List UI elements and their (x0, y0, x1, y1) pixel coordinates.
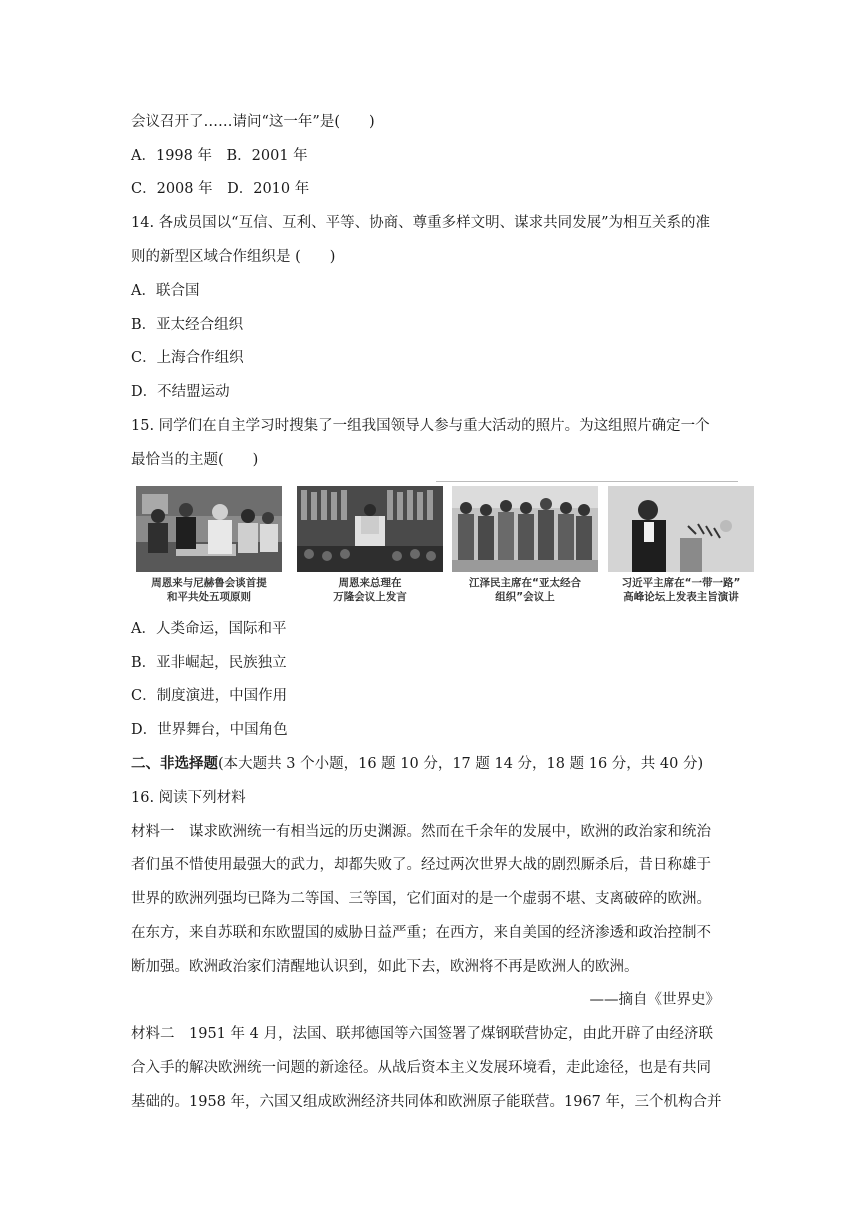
section2-title: 二、非选择题 (131, 755, 218, 772)
q16-material1-line5: 断加强。欧洲政治家们清醒地认识到，如此下去，欧洲将不再是欧洲人的欧洲。 (131, 959, 639, 975)
q15-photo-strip (134, 482, 739, 608)
q15-stem-line2: 最恰当的主题( ) (131, 452, 259, 468)
q14-option-d: D．不结盟运动 (131, 384, 230, 400)
q15-option-b: B．亚非崛起，民族独立 (131, 655, 287, 671)
q14-option-b: B．亚太经合组织 (131, 317, 244, 333)
q13-options-row2: C．2008 年 D．2010 年 (131, 181, 310, 197)
photo4-caption-line2: 高峰论坛上发表主旨演讲 (623, 591, 739, 603)
q16-material1-line1: 材料一 谋求欧洲统一有相当远的历史渊源。然而在千余年的发展中，欧洲的政治家和统治 (131, 824, 711, 840)
q13-options-row1: A．1998 年 B．2001 年 (131, 148, 308, 164)
q16-material1-line3: 世界的欧洲列强均已降为二等国、三等国，它们面对的是一个虚弱不堪、支离破碎的欧洲。 (131, 891, 711, 907)
q14-option-a: A．联合国 (131, 283, 200, 299)
q15-option-d: D．世界舞台，中国角色 (131, 722, 288, 738)
photo-zhou-nehru (136, 486, 282, 572)
photo-jiang-apec (452, 486, 598, 572)
photo2-caption-line2: 万隆会议上发言 (333, 591, 407, 603)
photo3-caption-line2: 组织”会议上 (495, 591, 555, 603)
q14-option-c: C．上海合作组织 (131, 350, 244, 366)
q16-material2-line2: 合入手的解决欧洲统一问题的新途径。从战后资本主义发展环境看，走此途径，也是有共同 (131, 1060, 711, 1076)
photo-zhou-bandung (297, 486, 443, 572)
q13-stem-continuation: 会议召开了……请问“这一年”是( ) (131, 114, 375, 130)
photo2-caption-line1: 周恩来总理在 (338, 577, 402, 589)
q15-stem-line1: 15. 同学们在自主学习时搜集了一组我国领导人参与重大活动的照片。为这组照片确定一个 (131, 418, 710, 434)
q16-material2-line3: 基础的。1958 年，六国又组成欧洲经济共同体和欧洲原子能联营。1967 年，三个机构合并 (131, 1094, 722, 1110)
section2-heading (131, 754, 703, 774)
q15-option-a: A．人类命运，国际和平 (131, 621, 287, 637)
q15-option-c: C．制度演进，中国作用 (131, 688, 288, 704)
q14-stem-line1: 14. 各成员国以“互信、互利、平等、协商、尊重多样文明、谋求共同发展”为相互关系的准 (131, 215, 710, 231)
photo1-caption-line1: 周恩来与尼赫鲁会谈首提 (151, 577, 267, 589)
photo-xi-beltroad (608, 486, 754, 572)
q16-stem: 16. 阅读下列材料 (131, 790, 246, 806)
photo3-caption-line1: 江泽民主席在“亚太经合 (469, 577, 581, 589)
q16-material1-line2: 者们虽不惜使用最强大的武力，却都失败了。经过两次世界大战的剧烈厮杀后，昔日称雄于 (131, 857, 711, 873)
section2-description: (本大题共 3 个小题，16 题 10 分，17 题 14 分，18 题 16 分，共 40 分) (218, 756, 704, 772)
photo1-caption-line2: 和平共处五项原则 (167, 591, 251, 603)
q14-stem-line2: 则的新型区域合作组织是 ( ) (131, 249, 336, 265)
q16-material1-line4: 在东方，来自苏联和东欧盟国的威胁日益严重；在西方，来自美国的经济渗透和政治控制不 (131, 925, 711, 941)
photo4-caption-line1: 习近平主席在“一带一路” (621, 577, 741, 589)
q16-material2-line1: 材料二 1951 年 4 月，法国、联邦德国等六国签署了煤钢联营协定，由此开辟了由经济联 (131, 1026, 713, 1042)
q16-material1-source: ——摘自《世界史》 (589, 992, 720, 1008)
